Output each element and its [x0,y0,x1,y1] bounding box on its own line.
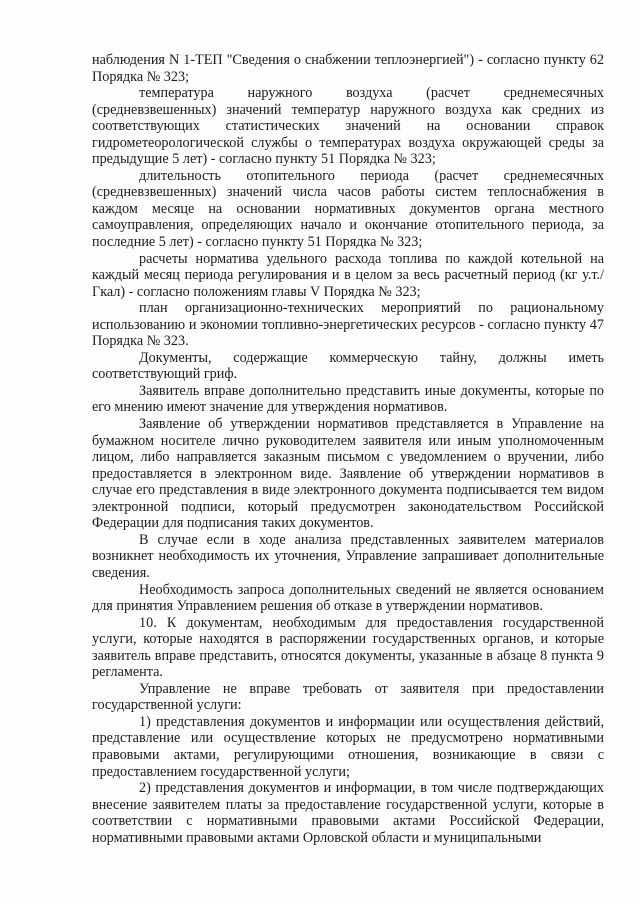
document-body [92,52,604,846]
paragraph: Заявление об утверждении нормативов представляется в Управление на бумажном носителе лично руководителем заявителя или иным уполномоченным лицом, либо направляется заказным письмом с уведомлением о вручении, либо предоставляется в электронном виде. Заявление об утверждении нормативов в случае его представления в виде электронного документа подписывается тем видом электронной подписи, который предусмотрен законодательством Российской Федерации для подписания таких документов. [92,416,604,532]
paragraph: Необходимость запроса дополнительных сведений не является основанием для принятия Управлением решения об отказе в утверждении нормативов. [92,581,604,615]
paragraph: длительность отопительного периода (расчет среднемесячных (средневзвешенных) значений числа часов работы систем теплоснабжения в каждом месяце на основании нормативных документов органа местного самоуправления, определяющих начало и окончание отопительного периода, за последние 5 лет) - согласно пункту 51 Порядка № 323; [92,167,604,251]
paragraph: 2) представления документов и информации, в том числе подтверждающих внесение заявителем платы за предоставление государственной услуги, которые в соответствии с нормативными правовыми актами Российской Федерации, нормативными правовыми актами Орловской области и муниципальными [92,780,604,846]
paragraph: план организационно-технических мероприятий по рациональному использованию и экономии топливно-энергетических ресурсов - согласно пункту 47 Порядка № 323. [92,300,604,350]
paragraph: Документы, содержащие коммерческую тайну, должны иметь соответствующий гриф. [92,349,604,383]
paragraph: температура наружного воздуха (расчет среднемесячных (средневзвешенных) значений температур наружного воздуха как средних из соответствующих статистических значений на основании справок гидрометеорологической службы о температурах воздуха окружающей среды за предыдущие 5 лет) - согласно пункту 51 Порядка № 323; [92,85,604,168]
paragraph: Заявитель вправе дополнительно представить иные документы, которые по его мнению имеют значение для утверждения нормативов. [92,382,604,416]
paragraph: 10. К документам, необходимым для предоставления государственной услуги, которые находятся в распоряжении государственных органов, и которые заявитель вправе представить, относятся документы, указанные в абзаце 8 пункта 9 регламента. [92,614,604,681]
paragraph: 1) представления документов и информации или осуществления действий, представление или осуществление которых не предусмотрено нормативными правовыми актами, регулирующими отношения, возникающие в связи с предоставлением государственной услуги; [92,713,604,780]
paragraph: В случае если в ходе анализа представленных заявителем материалов возникнет необходимость их уточнения, Управление запрашивает дополнительные сведения. [92,531,604,581]
paragraph: расчеты норматива удельного расхода топлива по каждой котельной на каждый месяц периода регулирования и в целом за весь расчетный период (кг у.т./Гкал) - согласно положениям главы V Порядка № 323; [92,250,604,300]
paragraph: Управление не вправе требовать от заявителя при предоставлении государственной услуги: [92,680,604,714]
paragraph: наблюдения N 1-ТЕП "Сведения о снабжении теплоэнергией") - согласно пункту 62 Порядка № 323; [92,52,604,85]
